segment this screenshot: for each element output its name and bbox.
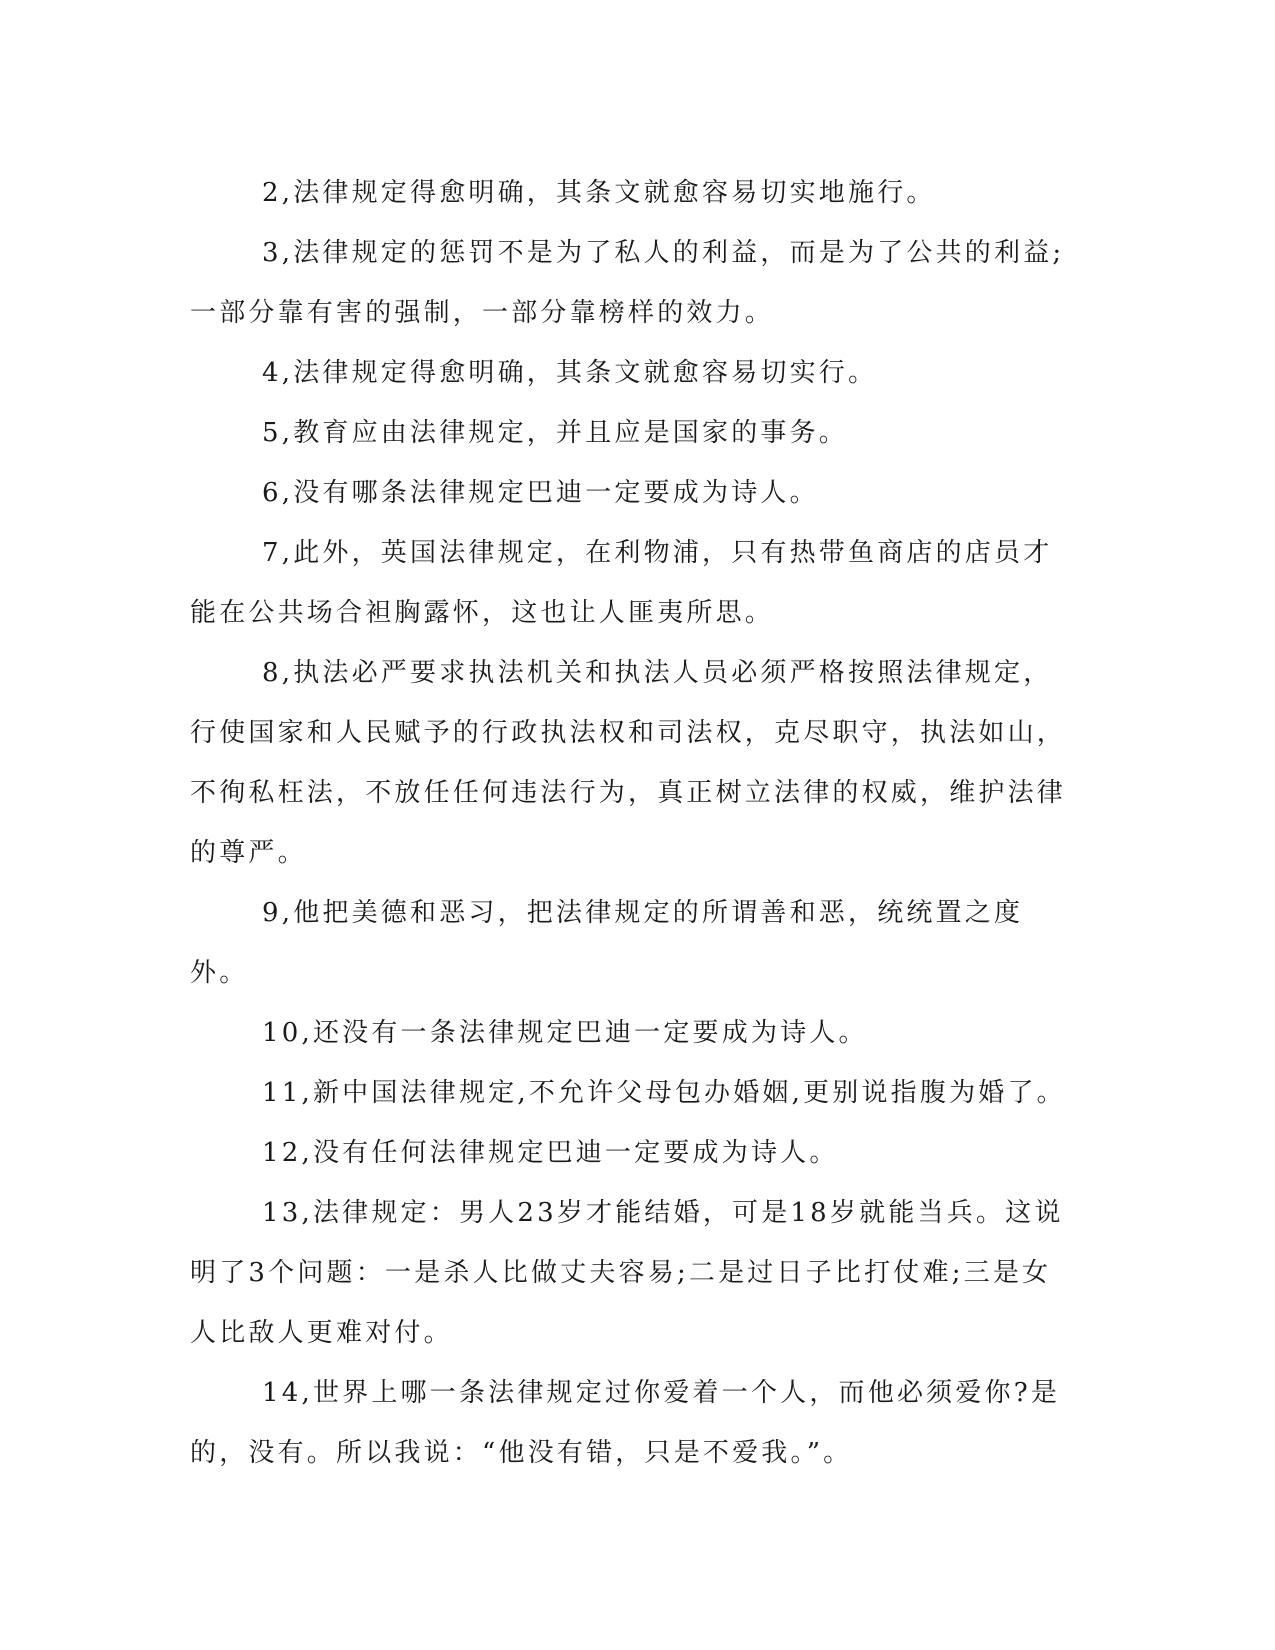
paragraph-3: 3,法律规定的惩罚不是为了私人的利益，而是为了公共的利益;一部分靠有害的强制，一部分靠榜样的效力。 <box>190 238 1065 328</box>
paragraph-4: 4,法律规定得愈明确，其条文就愈容易切实行。 <box>262 358 878 388</box>
paragraph-6: 6,没有哪条法律规定巴迪一定要成为诗人。 <box>262 478 819 508</box>
paragraph-2: 2,法律规定得愈明确，其条文就愈容易切实地施行。 <box>262 178 936 208</box>
document-body <box>190 163 1080 1483</box>
paragraph-9: 9,他把美德和恶习，把法律规定的所谓善和恶，统统置之度外。 <box>190 898 1024 988</box>
paragraph-7: 7,此外，英国法律规定，在利物浦，只有热带鱼商店的店员才能在公共场合袒胸露怀，这也让人匪夷所思。 <box>190 538 1053 628</box>
paragraph-11: 11,新中国法律规定,不允许父母包办婚姻,更别说指腹为婚了。 <box>262 1078 1066 1108</box>
paragraph-10: 10,还没有一条法律规定巴迪一定要成为诗人。 <box>262 1018 868 1048</box>
paragraph-13: 13,法律规定：男人23岁才能结婚，可是18岁就能当兵。这说明了3个问题：一是杀人比做丈夫容易;二是过日子比打仗难;三是女人比敌人更难对付。 <box>190 1198 1064 1348</box>
paragraph-14: 14,世界上哪一条法律规定过你爱着一个人，而他必须爱你?是的，没有。所以我说：“他没有错，只是不爱我。”。 <box>190 1378 1061 1468</box>
paragraph-5: 5,教育应由法律规定，并且应是国家的事务。 <box>262 418 849 448</box>
paragraph-12: 12,没有任何法律规定巴迪一定要成为诗人。 <box>262 1138 839 1168</box>
paragraph-8: 8,执法必严要求执法机关和执法人员必须严格按照法律规定，行使国家和人民赋予的行政执法权和司法权，克尽职守，执法如山，不徇私枉法，不放任任何违法行为，真正树立法律的权威，维护法律的尊严。 <box>190 658 1067 868</box>
